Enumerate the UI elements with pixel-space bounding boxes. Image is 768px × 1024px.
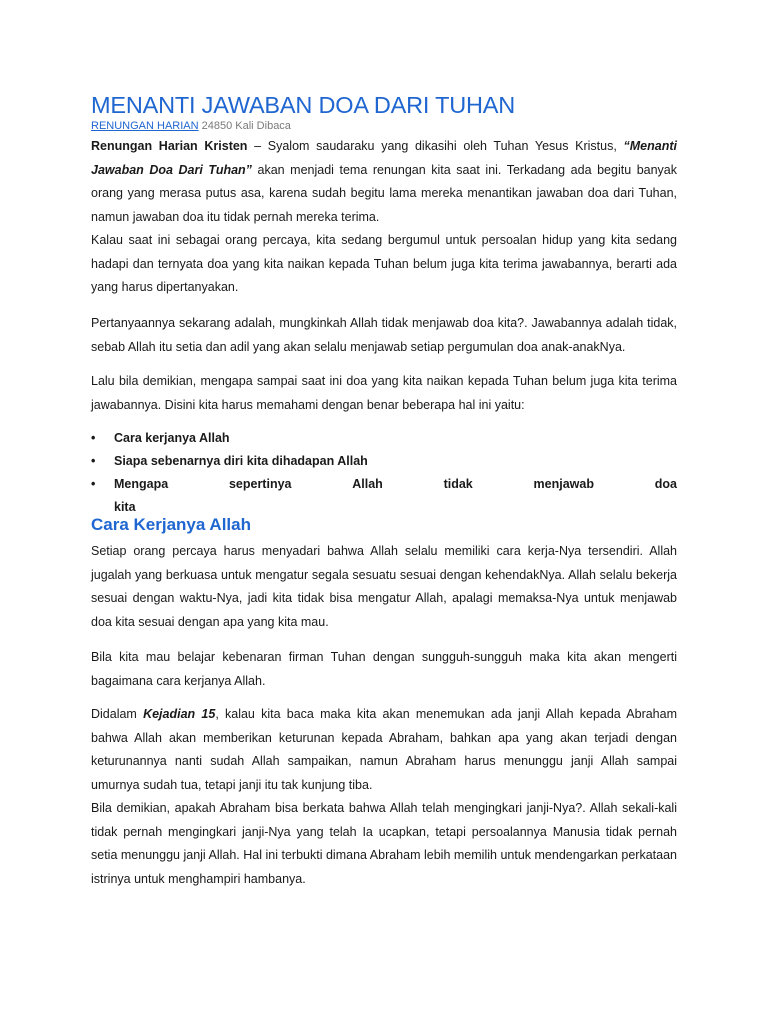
word: doa [654,477,677,491]
section-block-3 [91,703,677,797]
list-item-label: Siapa sebenarnya diri kita dihadapan Allah [114,454,368,468]
question-paragraph: Pertanyaannya sekarang adalah, mungkinkah Allah tidak menjawab doa kita?. Jawabannya adalah tidak, sebab Allah itu setia dan adil yang akan selalu menjawab setiap pergumulan doa anak-anakNya. [91,316,677,354]
list-item-label-line [114,473,677,496]
bullet-icon: • [91,477,96,491]
list-item-label-tail: kita [114,500,136,514]
p3-rest: , kalau kita baca maka kita akan menemukan ada janji Allah kepada Abraham bahwa Allah akan memberikan keturunan kepada Abraham, bahkan apa yang akan terjadi dengan keturunannya nanti sudah Allah sampaikan, namun Abraham harus menunggu janji Allah sampai umurnya sudah tua, tetapi janji itu tak kunjung tiba. [91,707,677,792]
word: Allah [352,477,383,491]
question-block [91,312,677,359]
list-item [91,473,677,519]
intro-block [91,135,677,300]
intro-quote-title: “Menanti Jawaban Doa Dari Tuhan” [91,139,677,177]
section-block-4 [91,797,677,891]
article-title: MENANTI JAWABAN DOA DARI TUHAN [91,92,516,118]
word: sepertinya [228,477,292,491]
list-item-label: Cara kerjanya Allah [114,431,230,445]
list-item [91,427,677,450]
section-heading: Cara Kerjanya Allah [91,515,251,534]
list-item [91,450,677,473]
intro-lead: Renungan Harian Kristen [91,139,248,153]
view-count: 24850 Kali Dibaca [201,120,291,132]
section-paragraph: Bila kita mau belajar kebenaran firman Tuhan dengan sungguh-sungguh maka kita akan mengerti bagaimana cara kerjanya Allah. [91,650,677,688]
word: Mengapa [114,477,169,491]
category-link[interactable]: RENUNGAN HARIAN [91,120,199,132]
section-paragraph [91,703,677,797]
intro-lead-dash: – Syalom saudaraku yang dikasihi oleh Tuhan Yesus Kristus, [247,139,624,153]
bullet-icon: • [91,454,96,468]
bullet-list [91,427,677,519]
intro-paragraph [91,135,677,229]
section-block-2 [91,646,677,693]
p3-start: Didalam [91,707,144,721]
scripture-reference: Kejadian 15 [143,707,216,721]
section-paragraph: Bila demikian, apakah Abraham bisa berkata bahwa Allah telah mengingkari janji-Nya?. Allah sekali-kali tidak pernah mengingkari janji-Nya yang telah Ia ucapkan, tetapi persoalannya Manusia tidak pernah setia menunggu janji Allah. Hal ini terbukti dimana Abraham lebih memilih untuk mendengarkan perkataan istrinya untuk menghampiri hambanya. [91,801,677,886]
word: menjawab [533,477,594,491]
intro-paragraph-2: Kalau saat ini sebagai orang percaya, kita sedang bergumul untuk persoalan hidup yang kita sedang hadapi dan ternyata doa yang kita naikan kepada Tuhan belum juga kita terima jawabannya, berarti ada yang harus dipertanyakan. [91,233,677,294]
word: tidak [443,477,473,491]
section-paragraph: Setiap orang percaya harus menyadari bahwa Allah selalu memiliki cara kerja-Nya tersendiri. Allah jugalah yang berkuasa untuk mengatur segala sesuatu sesuai dengan kehendakNya. Allah selalu bekerja sesuai dengan waktu-Nya, jadi kita tidak bisa mengatur Allah, apalagi memaksa-Nya untuk menjawab doa kita sesuai dengan apa yang kita mau. [91,544,677,629]
then-paragraph: Lalu bila demikian, mengapa sampai saat ini doa yang kita naikan kepada Tuhan belum juga kita terima jawabannya. Disini kita harus memahami dengan benar beberapa hal ini yaitu: [91,374,677,412]
section-block-1 [91,540,677,634]
then-block [91,370,677,417]
article-meta [91,120,291,132]
bullet-icon: • [91,431,96,445]
intro-rest: akan menjadi tema renungan kita saat ini. Terkadang ada begitu banyak orang yang merasa putus asa, karena sudah begitu lama mereka menantikan jawaban doa dari Tuhan, namun jawaban doa itu tidak pernah mereka terima. [91,162,678,224]
